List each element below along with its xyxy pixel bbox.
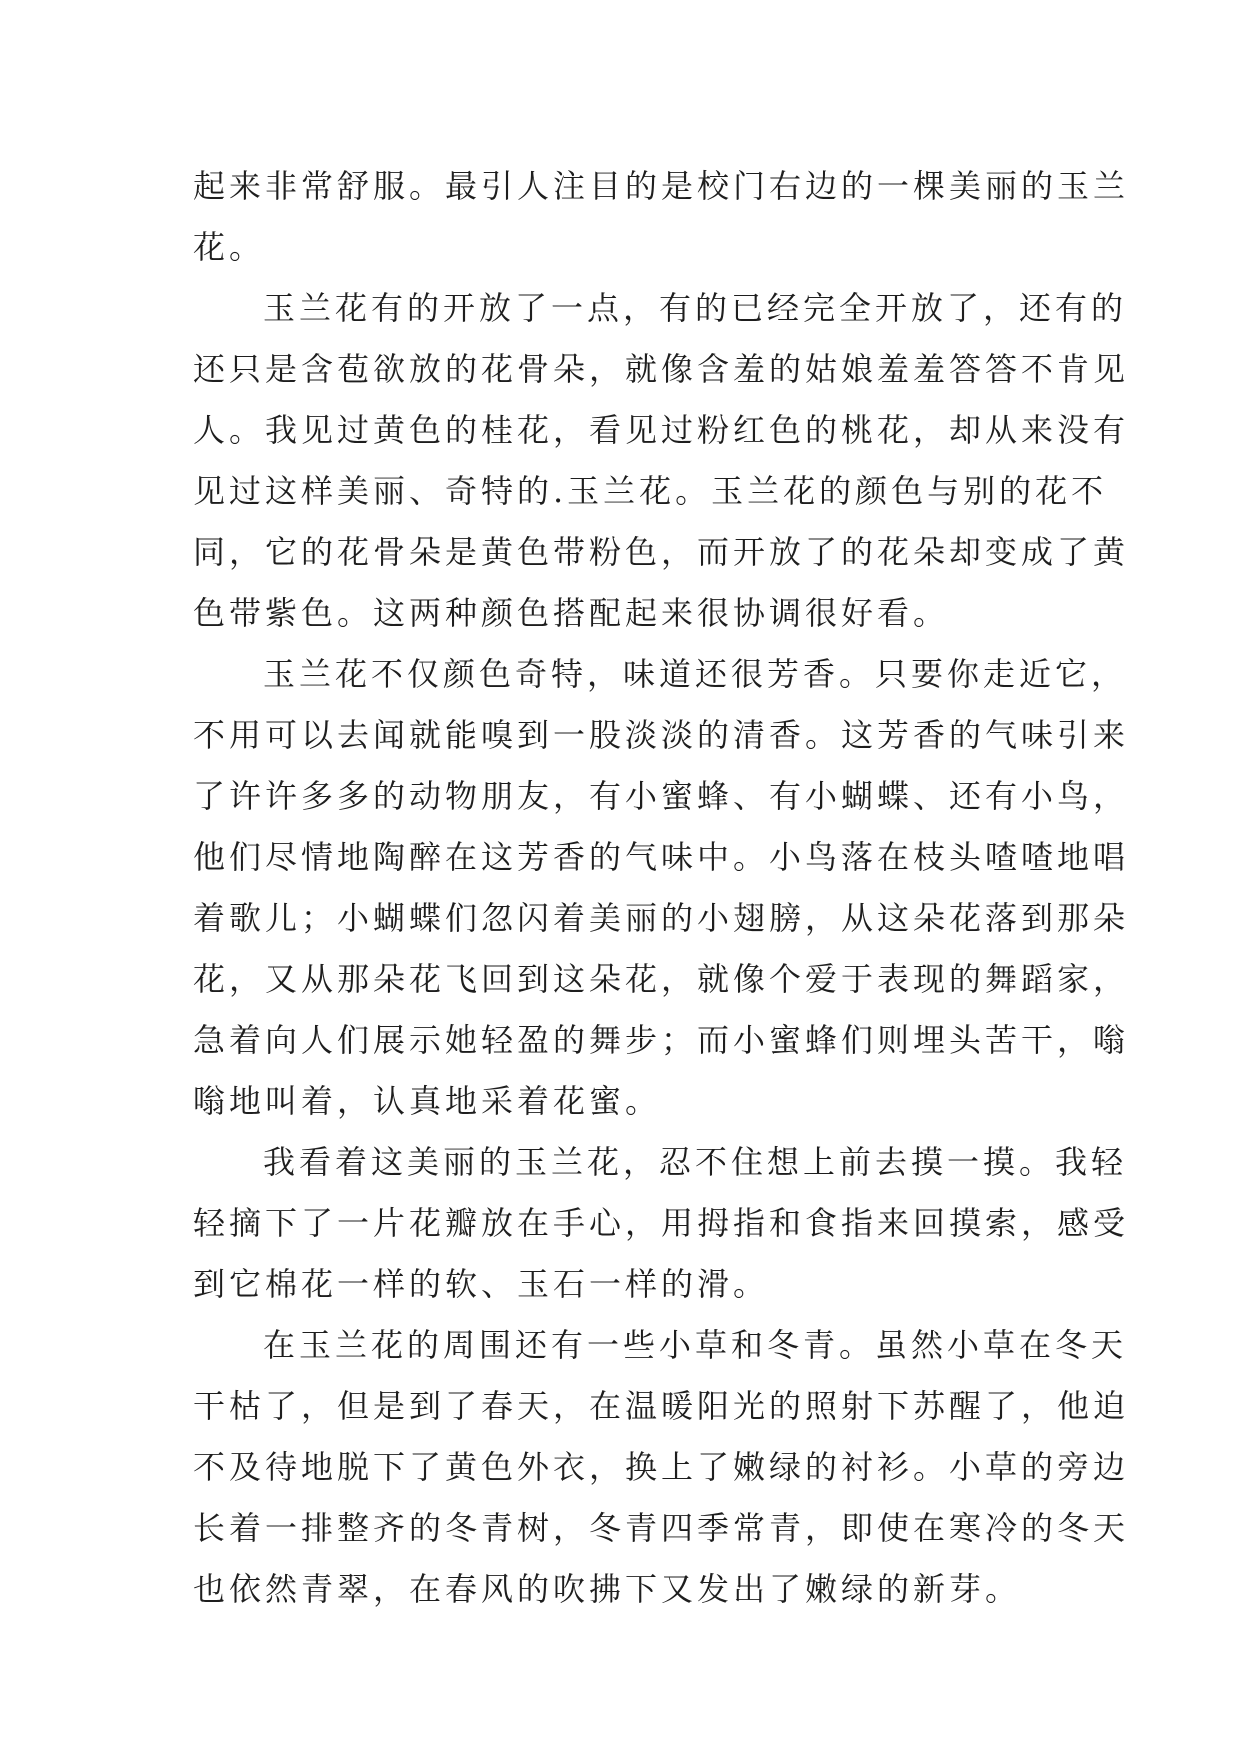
text-line: 不用可以去闻就能嗅到一股淡淡的清香。这芳香的气味引来 (193, 716, 1130, 754)
text-line: 急着向人们展示她轻盈的舞步；而小蜜蜂们则埋头苦干，嗡 (193, 1021, 1130, 1059)
paragraph-4 (193, 1132, 1130, 1315)
text-line: 了许许多多的动物朋友，有小蜜蜂、有小蝴蝶、还有小鸟， (193, 777, 1130, 815)
paragraph-3 (193, 644, 1130, 1132)
text-line: 还只是含苞欲放的花骨朵，就像含羞的姑娘羞羞答答不肯见 (193, 350, 1130, 388)
text-line: 着歌儿；小蝴蝶们忽闪着美丽的小翅膀，从这朵花落到那朵 (193, 899, 1130, 937)
text-line: 花。 (193, 228, 266, 266)
text-line: 色带紫色。这两种颜色搭配起来很协调很好看。 (193, 594, 950, 632)
text-line: 同，它的花骨朵是黄色带粉色，而开放了的花朵却变成了黄 (193, 533, 1130, 571)
text-line: 他们尽情地陶醉在这芳香的气味中。小鸟落在枝头喳喳地唱 (193, 838, 1130, 876)
body-text (193, 156, 1130, 1620)
text-line: 不及待地脱下了黄色外衣，换上了嫩绿的衬衫。小草的旁边 (193, 1448, 1130, 1486)
paragraph-2 (193, 278, 1130, 644)
text-line: 嗡地叫着，认真地采着花蜜。 (193, 1082, 662, 1120)
text-line: 起来非常舒服。最引人注目的是校门右边的一棵美丽的玉兰 (193, 167, 1130, 205)
paragraph-5 (193, 1315, 1130, 1620)
text-line: 见过这样美丽、奇特的.玉兰花。玉兰花的颜色与别的花不 (193, 472, 1108, 510)
text-line: 也依然青翠，在春风的吹拂下又发出了嫩绿的新芽。 (193, 1570, 1022, 1608)
text-line: 在玉兰花的周围还有一些小草和冬青。虽然小草在冬天 (263, 1326, 1128, 1364)
text-line: 花，又从那朵花飞回到这朵花，就像个爱于表现的舞蹈家， (193, 960, 1130, 998)
text-line: 轻摘下了一片花瓣放在手心，用拇指和食指来回摸索，感受 (193, 1204, 1130, 1242)
text-line: 长着一排整齐的冬青树，冬青四季常青，即使在寒冷的冬天 (193, 1509, 1130, 1547)
text-line: 玉兰花不仅颜色奇特，味道还很芳香。只要你走近它， (263, 655, 1128, 693)
text-line: 我看着这美丽的玉兰花，忍不住想上前去摸一摸。我轻 (263, 1143, 1128, 1181)
text-line: 玉兰花有的开放了一点，有的已经完全开放了，还有的 (263, 289, 1128, 327)
paragraph-1 (193, 156, 1130, 278)
text-line: 到它棉花一样的软、玉石一样的滑。 (193, 1265, 770, 1303)
text-line: 干枯了，但是到了春天，在温暖阳光的照射下苏醒了，他迫 (193, 1387, 1130, 1425)
text-line: 人。我见过黄色的桂花，看见过粉红色的桃花，却从来没有 (193, 411, 1130, 449)
